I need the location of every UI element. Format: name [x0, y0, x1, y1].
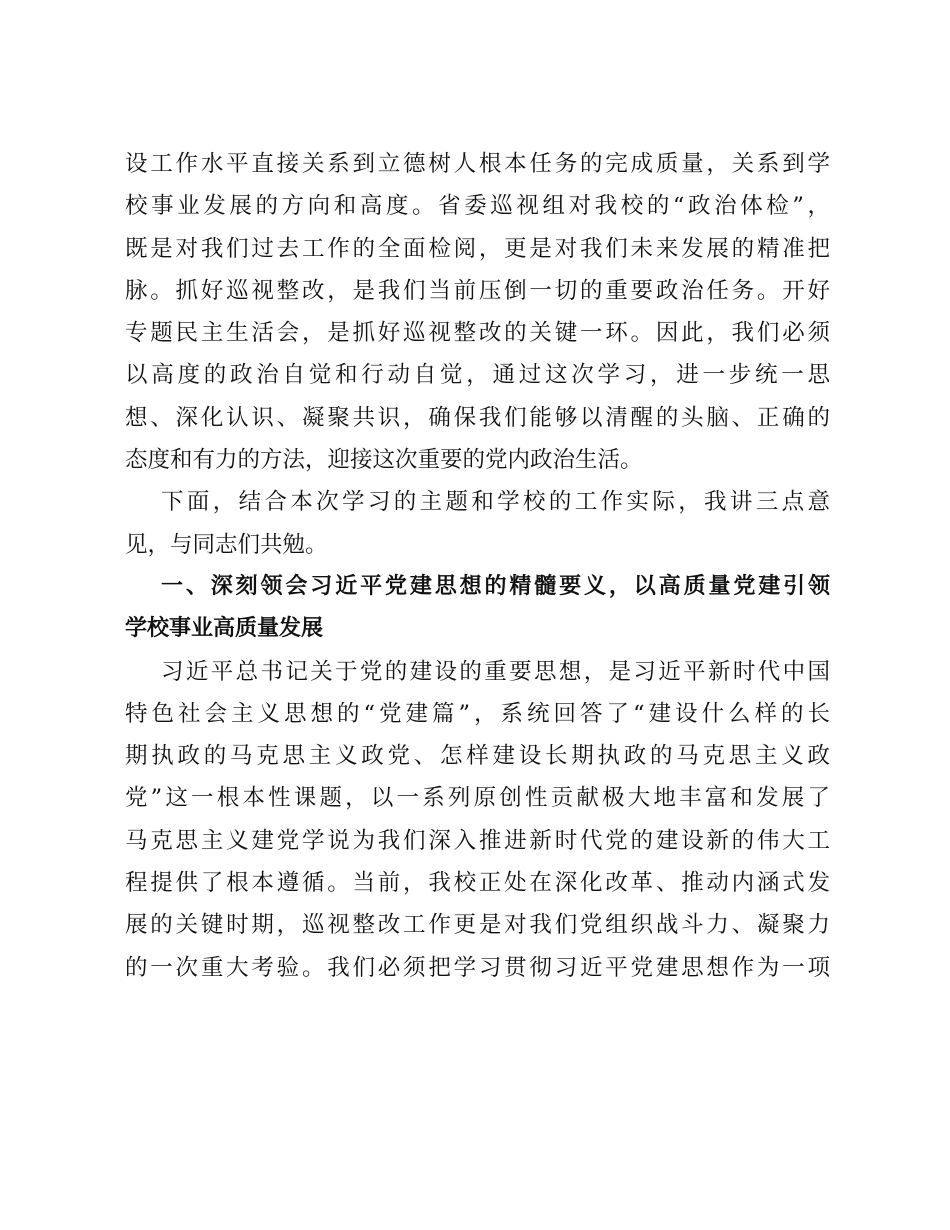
paragraph-line: 见，与同志们共勉。 — [125, 531, 328, 558]
paragraph-line: 马克思主义建党学说为我们深入推进新时代党的建设新的伟大工 — [125, 827, 830, 854]
paragraph-line: 习近平总书记关于党的建设的重要思想，是习近平新时代中国 — [161, 658, 830, 685]
paragraph-line: 脉。抓好巡视整改，是我们当前压倒一切的重要政治任务。开好 — [125, 277, 830, 304]
paragraph-line: 程提供了根本遵循。当前，我校正处在深化改革、推动内涵式发 — [125, 870, 830, 897]
paragraph-line: 既是对我们过去工作的全面检阅，更是对我们未来发展的精准把 — [125, 235, 830, 262]
paragraph-line: 的一次重大考验。我们必须把学习贯彻习近平党建思想作为一项 — [125, 954, 830, 981]
paragraph-line: 下面，结合本次学习的主题和学校的工作实际，我讲三点意 — [161, 489, 830, 516]
document-body — [125, 143, 830, 989]
paragraph-line: 设工作水平直接关系到立德树人根本任务的完成质量，关系到学 — [125, 151, 830, 177]
paragraph-line: 校事业发展的方向和高度。省委巡视组对我校的“政治体检”， — [125, 193, 830, 220]
section-heading-line: 学校事业高质量发展 — [125, 616, 324, 642]
paragraph-line: 展的关键时期，巡视整改工作更是对我们党组织战斗力、凝聚力 — [125, 912, 830, 939]
paragraph-line: 期执政的马克思主义政党、怎样建设长期执政的马克思主义政 — [125, 743, 830, 770]
paragraph-line: 想、深化认识、凝聚共识，确保我们能够以清醒的头脑、正确的 — [125, 404, 830, 431]
paragraph-line: 特色社会主义思想的“党建篇”，系统回答了“建设什么样的长 — [125, 700, 830, 727]
section-heading-line: 一、深刻领会习近平党建思想的精髓要义，以高质量党建引领 — [161, 573, 830, 599]
paragraph-line: 党”这一根本性课题，以一系列原创性贡献极大地丰富和发展了 — [125, 785, 830, 812]
paragraph-line: 态度和有力的方法，迎接这次重要的党内政治生活。 — [125, 447, 643, 474]
paragraph-line: 以高度的政治自觉和行动自觉，通过这次学习，进一步统一思 — [125, 362, 830, 389]
paragraph-line: 专题民主生活会，是抓好巡视整改的关键一环。因此，我们必须 — [125, 320, 830, 347]
